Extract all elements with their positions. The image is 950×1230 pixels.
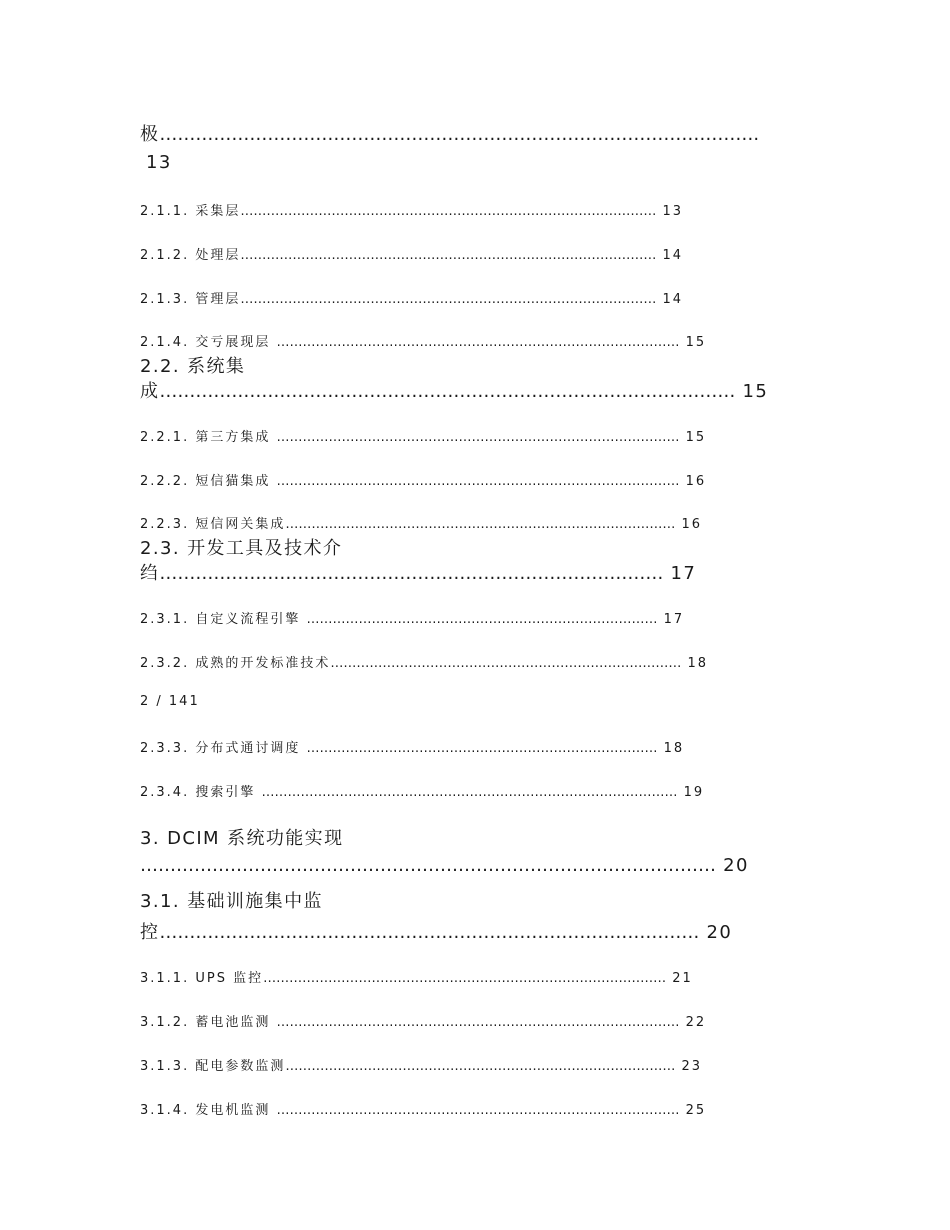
toc-entry [140, 918, 732, 944]
toc-page-number: 15 [742, 381, 769, 402]
toc-page-number: 21 [672, 971, 693, 986]
toc-page-number: 13 [662, 204, 684, 219]
toc-entry [140, 608, 684, 627]
toc-page-number: 22 [685, 1015, 707, 1030]
toc-entry-text: 极 [140, 124, 160, 145]
toc-leader-dots: …………………………………………………………………………………… [261, 785, 678, 800]
toc-entry [140, 331, 706, 350]
toc-page-number: 18 [687, 656, 709, 671]
toc-leader-dots: ………………………………………………………………………………… [276, 1015, 680, 1030]
toc-heading: 2.3. 开发工具及技术介 [140, 538, 343, 559]
toc-entry-text: 2.1.3. 管理层 [140, 292, 241, 307]
toc-page-number: 18 [663, 741, 685, 756]
toc-page-number: 20 [723, 855, 749, 876]
toc-leader-dots: ………………………………………………………………………… [159, 563, 664, 584]
toc-page-number: 15 [685, 430, 707, 445]
toc-page-number: 23 [681, 1059, 703, 1074]
toc-leader-dots: ……………………………………………………………………… [330, 656, 682, 671]
toc-leader-dots: …………………………………………………………………………………… [240, 292, 657, 307]
toc-heading: 3.1. 基础训施集中监 [140, 891, 323, 912]
toc-leader-dots: ………………………………………………………………………………… [276, 430, 680, 445]
toc-entry [140, 377, 768, 403]
toc-entry [140, 513, 702, 532]
toc-entry [140, 120, 759, 146]
toc-entry [140, 855, 749, 876]
toc-leader-dots: ………………………………………………………………………………… [263, 971, 667, 986]
toc-page-number: 19 [683, 785, 705, 800]
toc-entry-text: 2.2.1. 第三方集成 [140, 430, 271, 445]
toc-entry [140, 244, 683, 263]
toc-entry-text: 3.1.4. 发电机监测 [140, 1103, 271, 1118]
toc-page-number: 16 [681, 517, 703, 532]
toc-entry-text: 控 [140, 922, 160, 943]
toc-entry [140, 781, 704, 800]
toc-page-number: 20 [706, 922, 733, 943]
toc-leader-dots: …………………………………………………………………………………… [159, 381, 736, 402]
toc-entry-text: 绉 [140, 563, 160, 584]
toc-leader-dots: ………………………………………………………………………………… [276, 1103, 680, 1118]
toc-page-number: 15 [685, 335, 707, 350]
toc-entry [140, 288, 683, 307]
toc-page-number: 17 [670, 563, 697, 584]
toc-entry [140, 1055, 702, 1074]
toc-leader-dots: ……………………………………………………………………… [306, 741, 658, 756]
page-marker: 2 / 141 [140, 694, 200, 709]
toc-entry [140, 559, 696, 585]
toc-entry-text: 2.3.3. 分布式通讨调度 [140, 741, 301, 756]
toc-page-number: 17 [663, 612, 685, 627]
toc-leader-dots: ……………………………………………………………………………… [285, 517, 676, 532]
toc-entry-text: 2.1.4. 交亏展现层 [140, 335, 271, 350]
toc-entry [140, 470, 706, 489]
toc-page-number: 14 [662, 248, 684, 263]
toc-entry [140, 426, 706, 445]
toc-entry-text: 2.2.3. 短信网关集成 [140, 517, 286, 532]
toc-entry [140, 737, 684, 756]
toc-entry [140, 200, 683, 219]
toc-entry-text: 2.1.2. 处理层 [140, 248, 241, 263]
toc-entry [140, 1099, 706, 1118]
toc-entry [140, 1011, 706, 1030]
toc-entry-text: 2.3.1. 自定义流程引擎 [140, 612, 301, 627]
toc-entry-text: 2.3.4. 搜索引擎 [140, 785, 256, 800]
toc-page-number: 14 [662, 292, 684, 307]
toc-page-number: 13 [146, 152, 172, 173]
toc-leader-dots: ……………………………………………………………………… [306, 612, 658, 627]
toc-leader-dots: ……………………………………………………………………………… [159, 922, 700, 943]
toc-leader-dots: ………………………………………………………………………………… [276, 335, 680, 350]
toc-leader-dots: ………………………………………………………………………………… [276, 474, 680, 489]
toc-heading: 2.2. 系统集 [140, 356, 246, 377]
toc-entry-text: 3.1.2. 蓄电池监测 [140, 1015, 271, 1030]
toc-leader-dots: …………………………………………………………………………………… [240, 248, 657, 263]
toc-entry [140, 652, 708, 671]
toc-leader-dots: …………………………………………………………………………………… [140, 855, 716, 876]
toc-leader-dots: ………………………………………………………………………………………. [159, 124, 760, 145]
toc-heading: 3. DCIM 系统功能实现 [140, 828, 344, 849]
toc-leader-dots: …………………………………………………………………………………… [240, 204, 657, 219]
toc-entry-text: 2.1.1. 采集层 [140, 204, 241, 219]
toc-entry-text: 3.1.3. 配电参数监测 [140, 1059, 286, 1074]
toc-page-number: 25 [685, 1103, 707, 1118]
toc-entry-text: 2.3.2. 成熟的开发标准技术 [140, 656, 331, 671]
toc-entry-text: 2.2.2. 短信猫集成 [140, 474, 271, 489]
toc-entry-text: 3.1.1. UPS 监控 [140, 971, 264, 986]
toc-entry-text: 成 [140, 381, 160, 402]
toc-entry [140, 967, 693, 986]
toc-page-number: 16 [685, 474, 707, 489]
toc-leader-dots: ……………………………………………………………………………… [285, 1059, 676, 1074]
